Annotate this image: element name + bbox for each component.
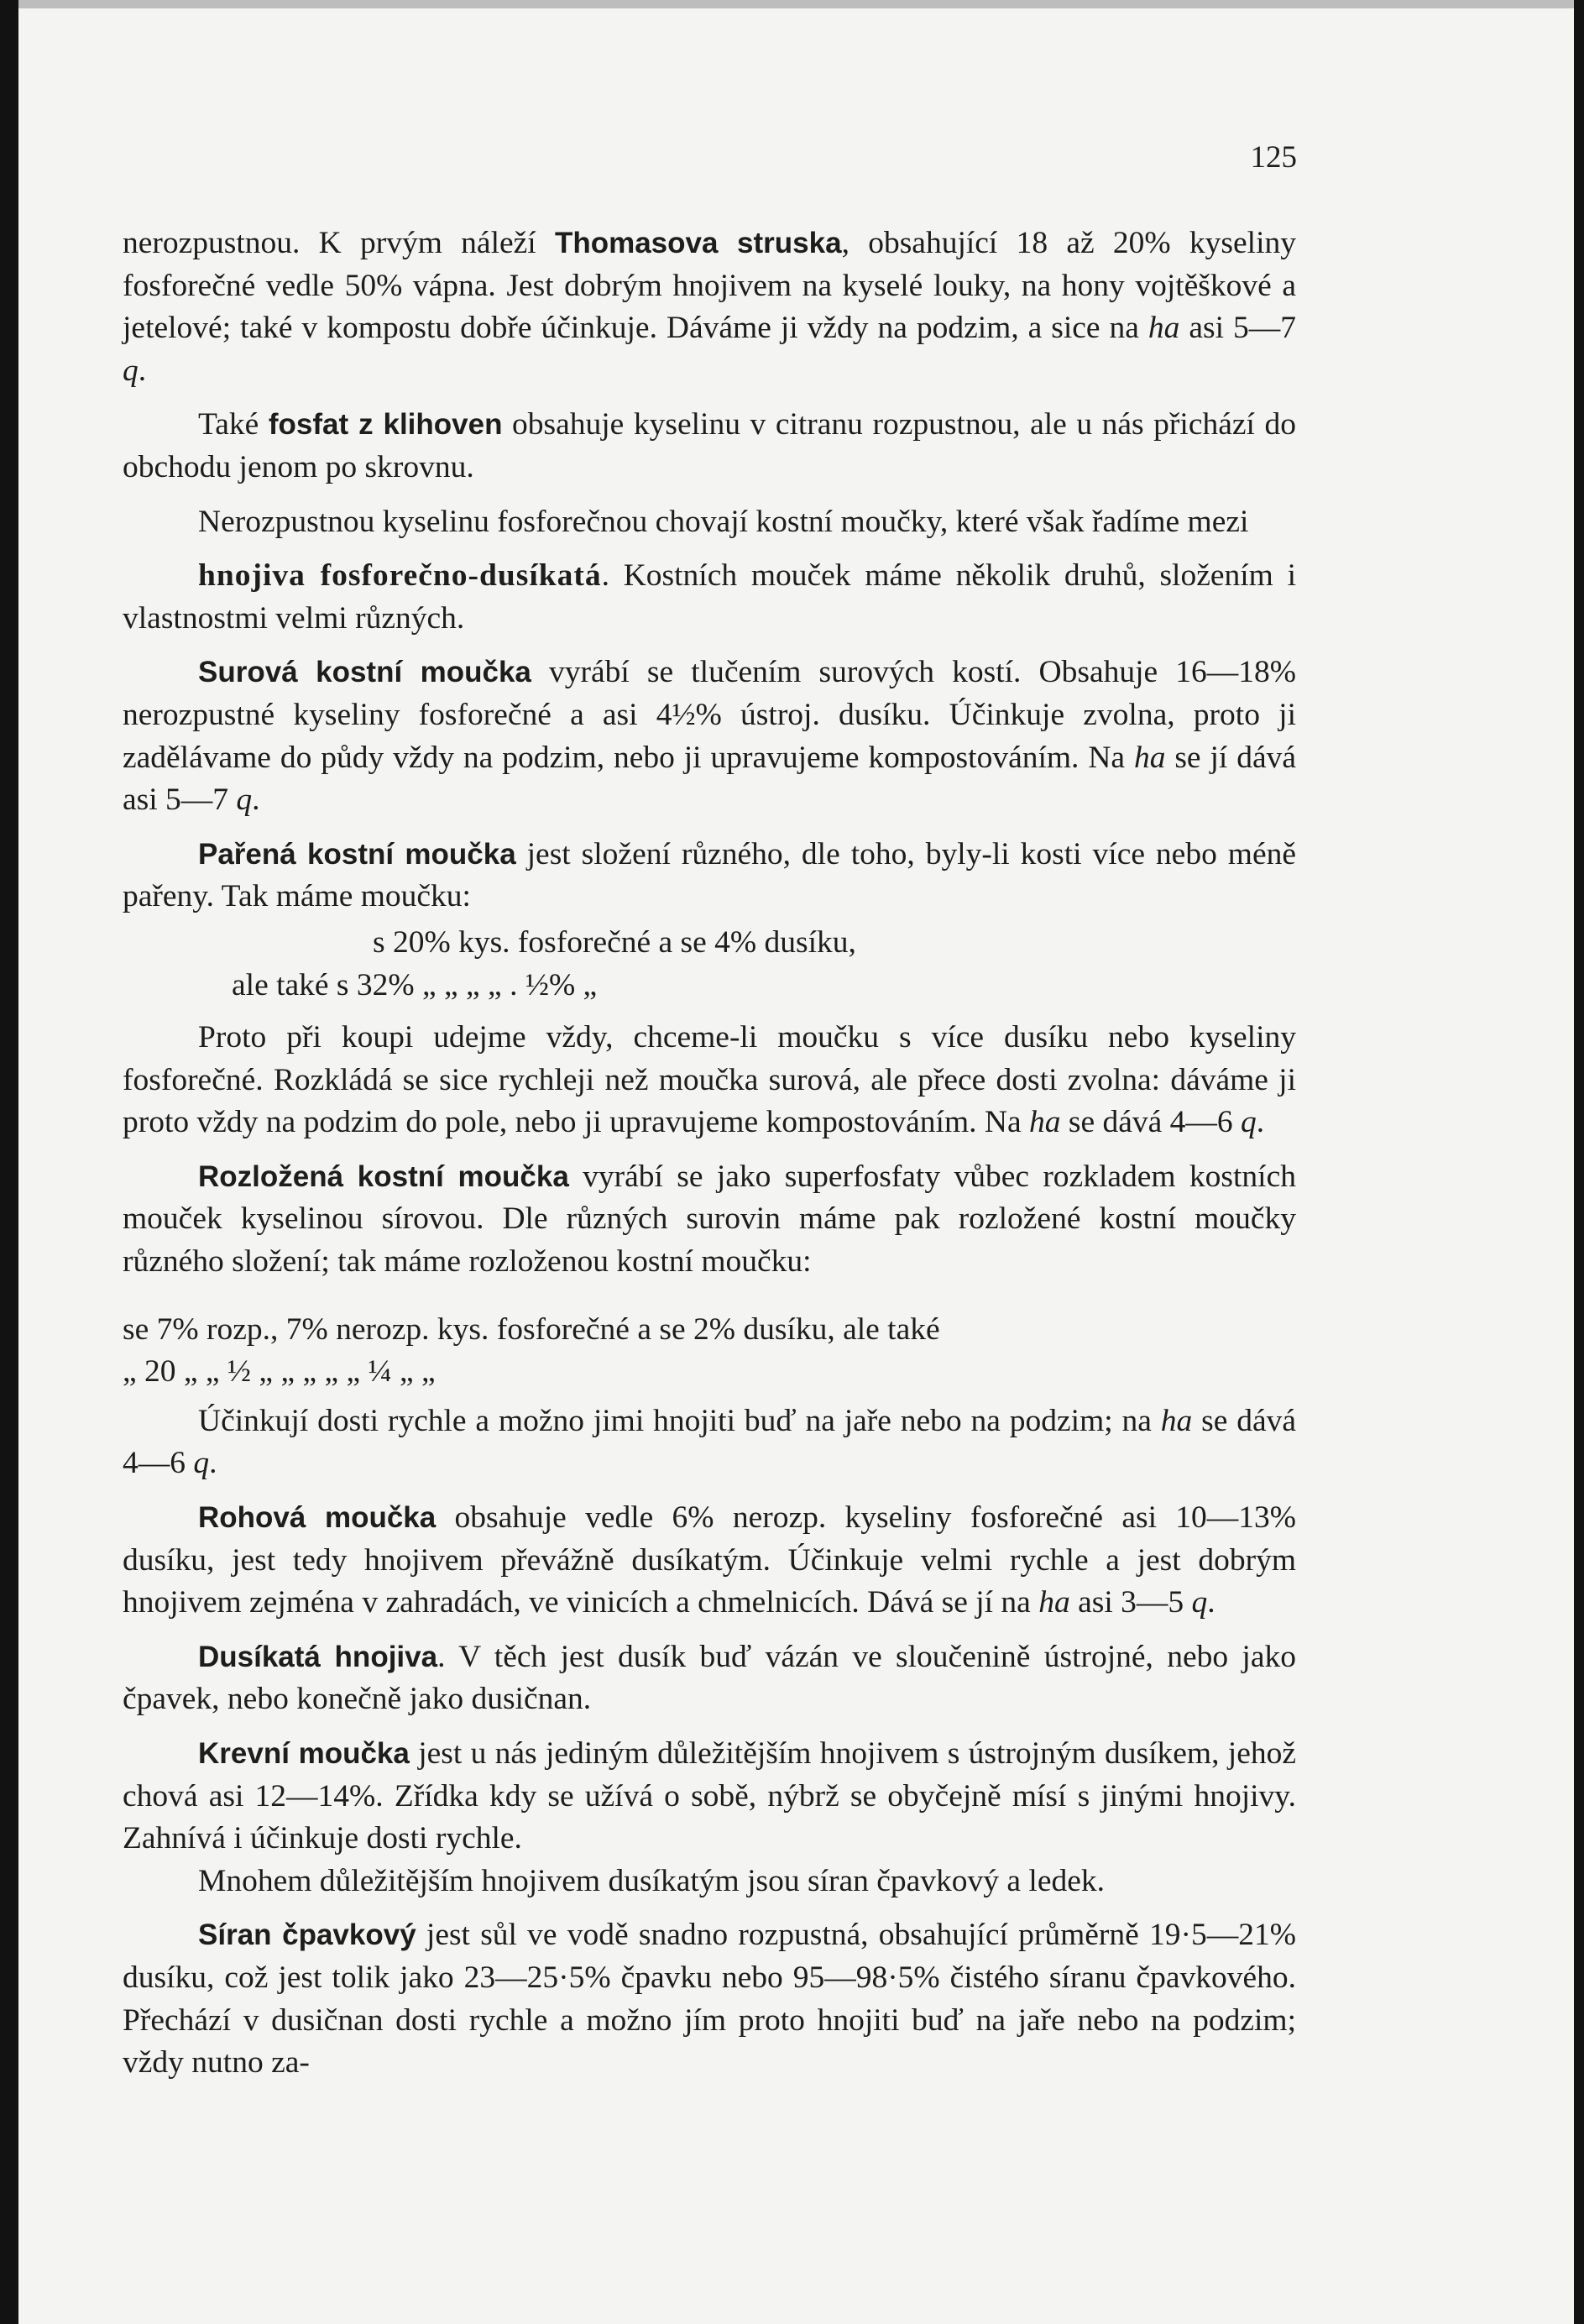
paragraph-hnojiva-fosforecno-dusikata: hnojiva fosforečno-dusíkatá. Kostních mouček máme několik druhů, složením i vlastnostmi velmi různých. [123, 558, 1296, 636]
paragraph-nerozpustna-kyselina: Nerozpustnou kyselinu fosforečnou chovají kostní moučky, které však řadíme mezi [198, 504, 1249, 539]
term-siran-cpavkovy: Síran čpavkový [198, 1918, 416, 1952]
paragraph-thomasova-struska: nerozpustnou. K prvým náleží Thomasova struska, obsahující 18 až 20% kyseliny fosforečné vedle 50% vápna. Jest dobrým hnojivem na kyselé louky, na hony vojtěškové a jetelové; také v kompostu dobře účinkuje. Dáváme ji vždy na podzim, a sice na ha asi 5—7 q. [123, 226, 1296, 388]
paragraph-ucinkuji-dosti-rychle: Účinkují dosti rychle a možno jimi hnojiti buď na jaře nebo na podzim; na ha se dává 4—6 q. [123, 1403, 1296, 1481]
composition-line-4: „ 20 „ „ ½ „ „ „ „ „ ¼ „ „ [123, 1354, 436, 1390]
scan-top-edge [0, 0, 1584, 8]
heading-dusikata-hnojiva: Dusíkatá hnojiva [198, 1640, 438, 1673]
term-rohova-moucka: Rohová moučka [198, 1501, 437, 1535]
term-rozlozena-kostni-moucka: Rozložená kostní moučka [198, 1159, 569, 1193]
heading-hnojiva-fosforecno-dusikata: hnojiva fosforečno-dusíkatá [198, 558, 602, 594]
paragraph-siran-cpavkovy: Síran čpavkový jest sůl ve vodě snadno rozpustná, obsahující průměrně 19·5—21% dusíku, což jest tolik jako 23—25·5% čpavku nebo 95—98·5% čistého síranu čpavkového. Přechází v dusičnan dosti rychle a možno jím proto hnojiti buď na jaře nebo na podzim; vždy nutno za- [123, 1918, 1297, 2081]
page-body [123, 222, 1296, 2085]
scan-right-edge [1574, 0, 1584, 2324]
paragraph-fosfat-z-klihoven: Také fosfat z klihoven obsahuje kyselinu v citranu rozpustnou, ale u nás přichází do obchodu jenom po skrovnu. [123, 407, 1296, 484]
paragraph-dusikata-hnojiva: Dusíkatá hnojiva. V těch jest dusík buď vázán ve sloučenině ústrojné, nebo jako čpavek, nebo konečně jako dusičnan. [123, 1639, 1296, 1717]
term-krevni-moucka: Krevní moučka [198, 1737, 410, 1770]
paragraph-surova-kostni-moucka: Surová kostní moučka vyrábí se tlučením surových kostí. Obsahuje 16—18% nerozpustné kyseliny fosforečné a asi 4½% ústroj. dusíku. Účinkuje zvolna, proto ji zadělávame do půdy vždy na podzim, nebo ji upravujeme kompostováním. Na ha se jí dává asi 5—7 q. [123, 655, 1297, 818]
paragraph-rozlozena-kostni-moucka: Rozložená kostní moučka vyrábí se jako superfosfaty vůbec rozkladem kostních mouček kyselinou sírovou. Dle různých surovin máme pak rozložené kostní moučky různého složení; tak máme rozloženou kostní moučku: [123, 1159, 1296, 1280]
paragraph-siran-a-ledek: Mnohem důležitějším hnojivem dusíkatým jsou síran čpavkový a ledek. [198, 1863, 1106, 1898]
composition-line-3: se 7% rozp., 7% nerozp. kys. fosforečné a se 2% dusíku, ale také [123, 1311, 940, 1347]
composition-line-1: s 20% kys. fosforečné a se 4% dusíku, [373, 924, 856, 960]
term-parena-kostni-moucka: Pařená kostní moučka [198, 837, 516, 871]
scan-left-edge [0, 0, 18, 2324]
paragraph-pri-koupi: Proto při koupi udejme vždy, chceme-li moučku s více dusíku nebo kyseliny fosforečné. Rozkládá se sice rychleji než moučka surová, ale přece dosti zvolna: dáváme ji proto vždy na podzim do pole, nebo ji upravujeme kompostováním. Na ha se dává 4—6 q. [123, 1020, 1296, 1140]
paragraph-krevni-moucka: Krevní moučka jest u nás jediným důležitějším hnojivem s ústrojným dusíkem, jehož chová asi 12—14%. Zřídka kdy se užívá o sobě, nýbrž se obyčejně mísí s jinými hnojivy. Zahnívá i účinkuje dosti rychle. [123, 1736, 1296, 1856]
paragraph-rohova-moucka: Rohová moučka obsahuje vedle 6% nerozp. kyseliny fosforečné asi 10—13% dusíku, jest tedy hnojivem převážně dusíkatým. Účinkuje velmi rychle a jest dobrým hnojivem zejména v zahradách, ve vinicích a chmelnicích. Dává se jí na ha asi 3—5 q. [123, 1500, 1296, 1620]
term-surova-kostni-moucka: Surová kostní moučka [198, 656, 531, 689]
paragraph-parena-kostni-moucka: Pařená kostní moučka jest složení různého, dle toho, byly-li kosti více nebo méně pařeny. Tak máme moučku: [123, 836, 1296, 914]
page-number: 125 [1250, 140, 1297, 175]
term-fosfat-z-klihoven: fosfat z klihoven [268, 408, 503, 442]
term-thomasova-struska: Thomasova struska [554, 227, 842, 259]
composition-line-2: ale také s 32% „ „ „ „ . ½% „ [232, 967, 598, 1002]
